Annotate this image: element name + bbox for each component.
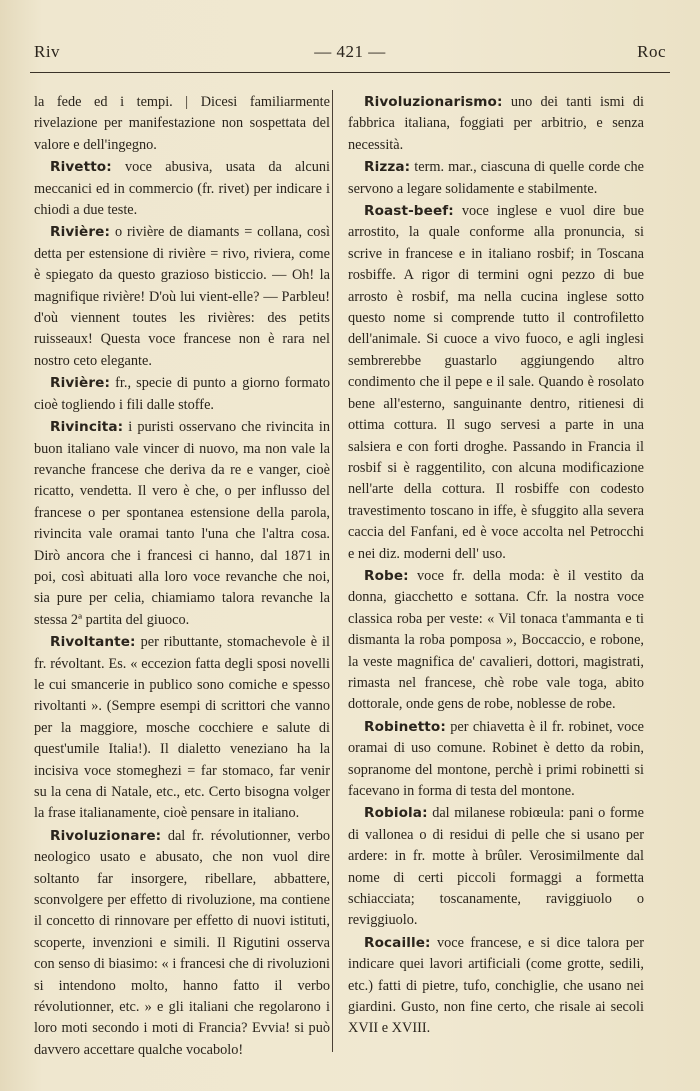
dictionary-entry [34, 92, 330, 156]
dictionary-entry [348, 157, 644, 200]
dictionary-entry [34, 417, 330, 631]
entry-text: fr., specie di punto a giorno formato cioè togliendo i fili dalle stoffe. [34, 375, 330, 413]
entry-headword: Robe: [364, 567, 409, 584]
entry-text: dal milanese robiœula: pani o forme di vallonea o di residui di pelle che si usano per ardere: in fr. motte à brûler. Verosimilmente dal nome di certi piccoli formaggi a formetta schiacciata; toscanamente, raviggiuolo o reviggiuolo. [348, 805, 644, 929]
entry-headword: Roast-beef: [364, 203, 454, 220]
left-column [34, 92, 330, 1061]
dictionary-entry [348, 92, 644, 156]
entry-headword: Rivoluzionarismo: [364, 94, 503, 110]
entry-headword: Rivière: [50, 375, 111, 392]
dictionary-entry [34, 632, 330, 825]
dictionary-entry [348, 803, 644, 931]
page-number: — 421 — [314, 42, 386, 61]
entry-headword: Rivoltante: [50, 634, 136, 651]
entry-headword: Rocaille: [364, 934, 431, 951]
entry-headword: Robiola: [364, 805, 428, 822]
entry-text: voce fr. della moda: è il vestito da donna, giacchetto e sottana. Cfr. la nostra voce classica roba per veste: « Vil tonaca t'ammanta e ti dismanta la roba pomposa », Boccaccio, e robone, la veste magnifica de' cavalieri, dottori, magistrati, rimasta nel francese, chè robe vale toga, abito dottorale, onde gens de robe, noblesse de robe. [348, 567, 644, 713]
entry-text: voce inglese e vuol dire bue arrostito, la quale conforme alla pronuncia, si scrive in francese e in italiano rosbif; in Toscana rosbiffe. A rigor di termini ogni pezzo di bue arrosto è rosbif, ma nella cucina inglese sotto questo nome si comprende tutto il controfiletto dell'animale. Si cuoce a vivo fuoco, e agli inglesi sembrerebbe guastarlo aggiungendo altro condimento che il pepe e il sale. Quando è rosolato bene all'esterno, sanguinante dentro, ritienesi di ottima cottura. Il sugo servesi a parte in una salsiera e con forti droghe. Passando in Francia il rosbif si è raggentilito, con alcuna modificazione nell'arte della cottura. Il rosbiffe con codesto travestimento toscano in iffe, è sfuggito alla severa caccia del Fanfani, ed è voce accolta nel Petrocchi e nei diz. moderni dell' uso. [348, 203, 644, 562]
entry-headword: Rizza: [364, 159, 411, 176]
dictionary-entry [34, 157, 330, 221]
entry-text: la fede ed i tempi. | Dicesi familiarmente rivelazione per manifestazione non sospettata del valore e dell'ingegno. [34, 94, 330, 153]
dictionary-entry [348, 566, 644, 716]
entry-headword: Rivincita: [50, 419, 124, 436]
entry-headword: Rivière: [50, 224, 111, 241]
header-rule [30, 72, 670, 73]
dictionary-entry [34, 373, 330, 416]
entry-text: i puristi osservano che rivincita in buon italiano vale vincer di nuovo, ma non vale la revanche francese che deriva da re e vanger, cioè ricatto, vendetta. Il vero è che, o per influsso del francese o per spontanea estensione della parola, rivincita vale oramai tanto l'una che l'altra cosa. Dirò ancora che i francesi ci hanno, dal 1871 in poi, così abituati alla loro voce revanche che noi, sia pure per celia, chiamiamo talora revanche la stessa 2ª partita del giuoco. [34, 419, 330, 628]
right-column [348, 92, 644, 1040]
entry-text: voce francese, e si dice talora per indicare quei lavori artificiali (come grotte, sedili, etc.) fatti di pietre, tufo, conchiglie, che usano nei giardini. Gusto, non fine certo, che risale ai secoli XVII e XVIII. [348, 934, 645, 1037]
dictionary-entry [34, 222, 330, 372]
entry-text: dal fr. révolutionner, verbo neologico usato e abusato, che non vuol dire soltanto far insorgere, ribellare, abbattere, sconvolgere per effetto di rivoluzione, ma contiene il concetto di rinnovare per effetto di nuovi istituti, scoperte, invenzioni e simili. Il Rigutini osserva con senso di biasimo: « i francesi che di rivoluzioni si intendono molto, hanno fatto il verbo révolutionner, etc. » e gli italiani che regolarono i loro moti secondo i moti di Francia? Evvia! si può davvero accettare qualche vocabolo! [34, 827, 330, 1058]
header-left-guide-word: Riv [34, 42, 61, 61]
entry-headword: Rivoluzionare: [50, 827, 162, 844]
dictionary-entry [34, 826, 330, 1061]
entry-text: per ributtante, stomachevole è il fr. révoltant. Es. « eccezion fatta degli sposi novelli le cui smancerie in publico sono comiche e spesso rivoltanti ». (Sempre esempi di scrittori che vanno per la maggiore, mosche cocchiere e salute di quest'umile Italia!). Il dialetto veneziano ha la incisiva voce stomeghezi = far stomaco, far venir su la cena di Natale, etc., etc. Certo bisogna volger la frase italianamente, cioè pensare in italiano. [34, 634, 330, 822]
entry-text: voce abusiva, usata da alcuni meccanici ed in commercio (fr. rivet) per indicare i chiodi a due teste. [34, 159, 330, 219]
dictionary-entry [348, 933, 644, 1040]
header-right-guide-word: Roc [637, 42, 666, 61]
entry-text: o rivière de diamants = collana, così detta per estensione di rivière = rivo, riviera, come è spiegato da questo grazioso bisticcio. — Oh! la magnifique rivière! D'où lui vient-elle? — Parbleu! d'où viennent toutes les rivières: des petits ruisseaux! Questa voce francese non è rara nel nostro ceto elegante. [34, 224, 330, 369]
entry-text: uno dei tanti ismi di fabbrica italiana, foggiati per arbitrio, e senza necessità. [348, 94, 644, 153]
dictionary-entry [348, 717, 644, 803]
column-divider [332, 90, 333, 1052]
entry-text: per chiavetta è il fr. robinet, voce oramai di uso comune. Robinet è detto da robin, sopranome del montone, perchè i primi robinetti si facevano in forma di testa del montone. [348, 718, 644, 799]
entry-headword: Robinetto: [364, 718, 446, 735]
entry-headword: Rivetto: [50, 159, 112, 176]
page-header [34, 38, 666, 66]
dictionary-entry [348, 201, 644, 565]
entry-text: term. mar., ciascuna di quelle corde che servono a legare solidamente e stabilmente. [348, 159, 644, 197]
